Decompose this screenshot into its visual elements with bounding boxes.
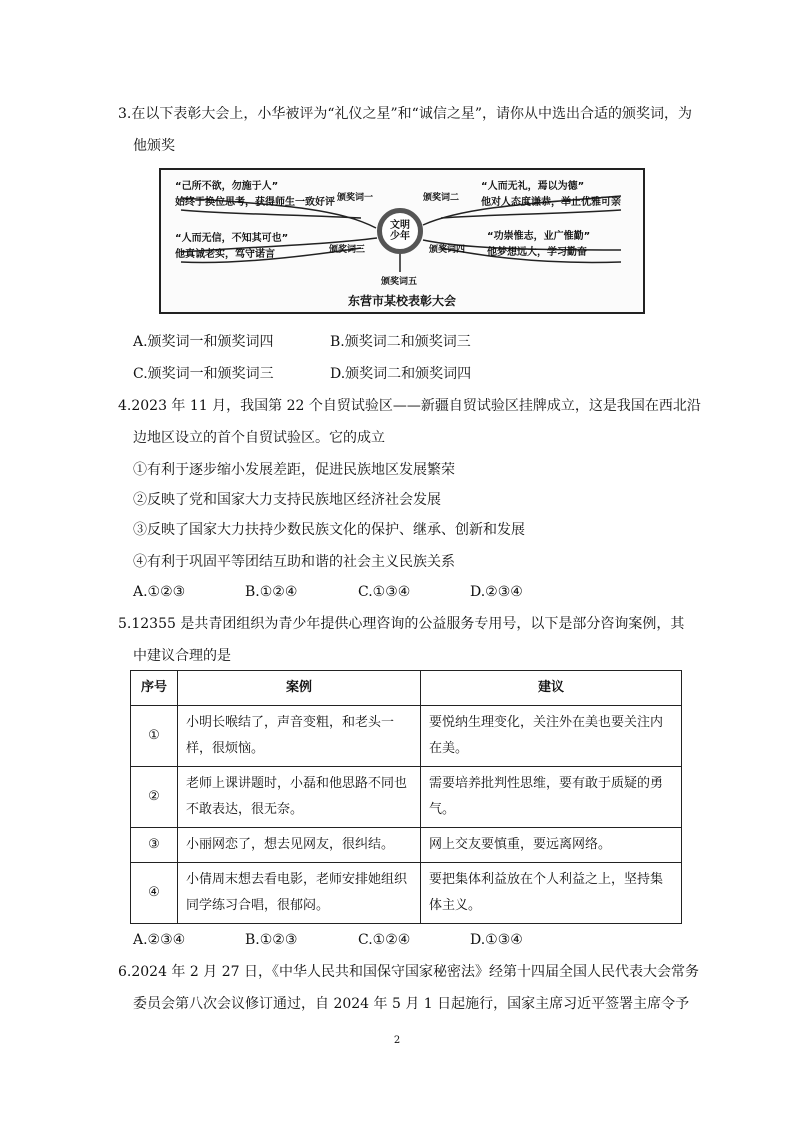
q4-stem-line2: 边地区设立的首个自贸试验区。它的成立 [133, 430, 385, 446]
table-row [131, 863, 682, 924]
q3-option-a[interactable]: A.颁奖词一和颁奖词四 [133, 334, 274, 350]
q5-option-d[interactable]: D.①③④ [470, 932, 523, 948]
q4-option-a[interactable]: A.①②③ [133, 584, 186, 600]
row-number: ④ [131, 863, 178, 924]
q4-item-3: ③反映了国家大力扶持少数民族文化的保护、继承、创新和发展 [133, 522, 525, 538]
q4-option-d[interactable]: D.②③④ [470, 584, 523, 600]
q3-stem-line1: 3.在以下表彰大会上，小华被评为“礼仪之星”和“诚信之星”，请你从中选出合适的颁奖词，为 [118, 106, 692, 122]
row-advice: 网上交友要慎重，要远离网络。 [421, 828, 682, 863]
quote-2a: “人而无礼，焉以为德” [481, 181, 585, 192]
consultation-cases-table [130, 670, 682, 924]
q4-option-c[interactable]: C.①③④ [358, 584, 411, 600]
award-mindmap-figure [159, 168, 645, 314]
center-text-2: 少年 [390, 231, 410, 242]
quote-3b: 他真诚老实，笃守诺言 [175, 249, 275, 260]
civilized-youth-circle [377, 208, 423, 254]
row-advice: 要把集体利益放在个人利益之上，坚持集体主义。 [421, 863, 682, 924]
q3-option-b[interactable]: B.颁奖词二和颁奖词三 [330, 334, 471, 350]
page-number: 2 [393, 1035, 401, 1046]
center-text-1: 文明 [390, 220, 410, 231]
row-case: 小倩周末想去看电影，老师安排她组织同学练习合唱，很郁闷。 [178, 863, 421, 924]
q4-option-b[interactable]: B.①②④ [245, 584, 298, 600]
quote-4a: “功崇惟志，业广惟勤” [487, 231, 591, 242]
row-case: 小明长喉结了，声音变粗，和老头一样，很烦恼。 [178, 706, 421, 767]
q4-item-4: ④有利于巩固平等团结互助和谐的社会主义民族关系 [133, 554, 455, 570]
row-number: ① [131, 706, 178, 767]
q3-option-c[interactable]: C.颁奖词一和颁奖词三 [133, 366, 274, 382]
award-label-5: 颁奖词五 [381, 277, 418, 287]
row-number: ③ [131, 828, 178, 863]
q5-option-b[interactable]: B.①②③ [245, 932, 298, 948]
q5-stem-line1: 5.12355 是共青团组织为青少年提供心理咨询的公益服务专用号，以下是部分咨询案例，其 [118, 616, 685, 632]
row-advice: 需要培养批判性思维，要有敢于质疑的勇气。 [421, 767, 682, 828]
q6-stem-line2: 委员会第八次会议修订通过，自 2024 年 5 月 1 日起施行，国家主席习近平签署主席令予 [133, 996, 690, 1012]
header-advice: 建议 [421, 671, 682, 706]
header-case: 案例 [178, 671, 421, 706]
q3-option-d[interactable]: D.颁奖词二和颁奖词四 [330, 366, 472, 382]
q6-stem-line1: 6.2024 年 2 月 27 日，《中华人民共和国保守国家秘密法》经第十四届全国人民代表大会常务 [118, 964, 699, 980]
award-label-1: 颁奖词一 [337, 193, 374, 203]
quote-3a: “人而无信，不知其可也” [175, 233, 289, 244]
header-number: 序号 [131, 671, 178, 706]
award-label-4: 颁奖词四 [429, 245, 466, 255]
table-row [131, 767, 682, 828]
quote-2b: 他对人态度谦恭，举止优雅可亲 [481, 197, 621, 208]
table-header-row [131, 671, 682, 706]
q4-item-2: ②反映了党和国家大力支持民族地区经济社会发展 [133, 492, 441, 508]
row-case: 老师上课讲题时，小磊和他思路不同也不敢表达，很无奈。 [178, 767, 421, 828]
q3-stem-line2: 他颁奖 [133, 138, 175, 154]
q5-option-a[interactable]: A.②③④ [133, 932, 186, 948]
q4-stem-line1: 4.2023 年 11 月，我国第 22 个自贸试验区——新疆自贸试验区挂牌成立，这是我国在西北沿 [118, 398, 701, 414]
row-number: ② [131, 767, 178, 828]
table-row [131, 828, 682, 863]
figure-caption: 东营市某校表彰大会 [347, 294, 456, 308]
q5-stem-line2: 中建议合理的是 [133, 648, 231, 664]
q4-item-1: ①有利于逐步缩小发展差距，促进民族地区发展繁荣 [133, 462, 455, 478]
row-case: 小丽网恋了，想去见网友，很纠结。 [178, 828, 421, 863]
award-label-2: 颁奖词二 [423, 193, 460, 203]
quote-4b: 他梦想远大，学习勤奋 [487, 247, 587, 258]
row-advice: 要悦纳生理变化，关注外在美也要关注内在美。 [421, 706, 682, 767]
quote-1a: “己所不欲，勿施于人” [175, 181, 279, 192]
q5-option-c[interactable]: C.①②④ [358, 932, 411, 948]
table-row [131, 706, 682, 767]
award-label-3: 颁奖词三 [329, 245, 366, 255]
quote-1b: 始终于换位思考，获得师生一致好评 [175, 197, 335, 208]
